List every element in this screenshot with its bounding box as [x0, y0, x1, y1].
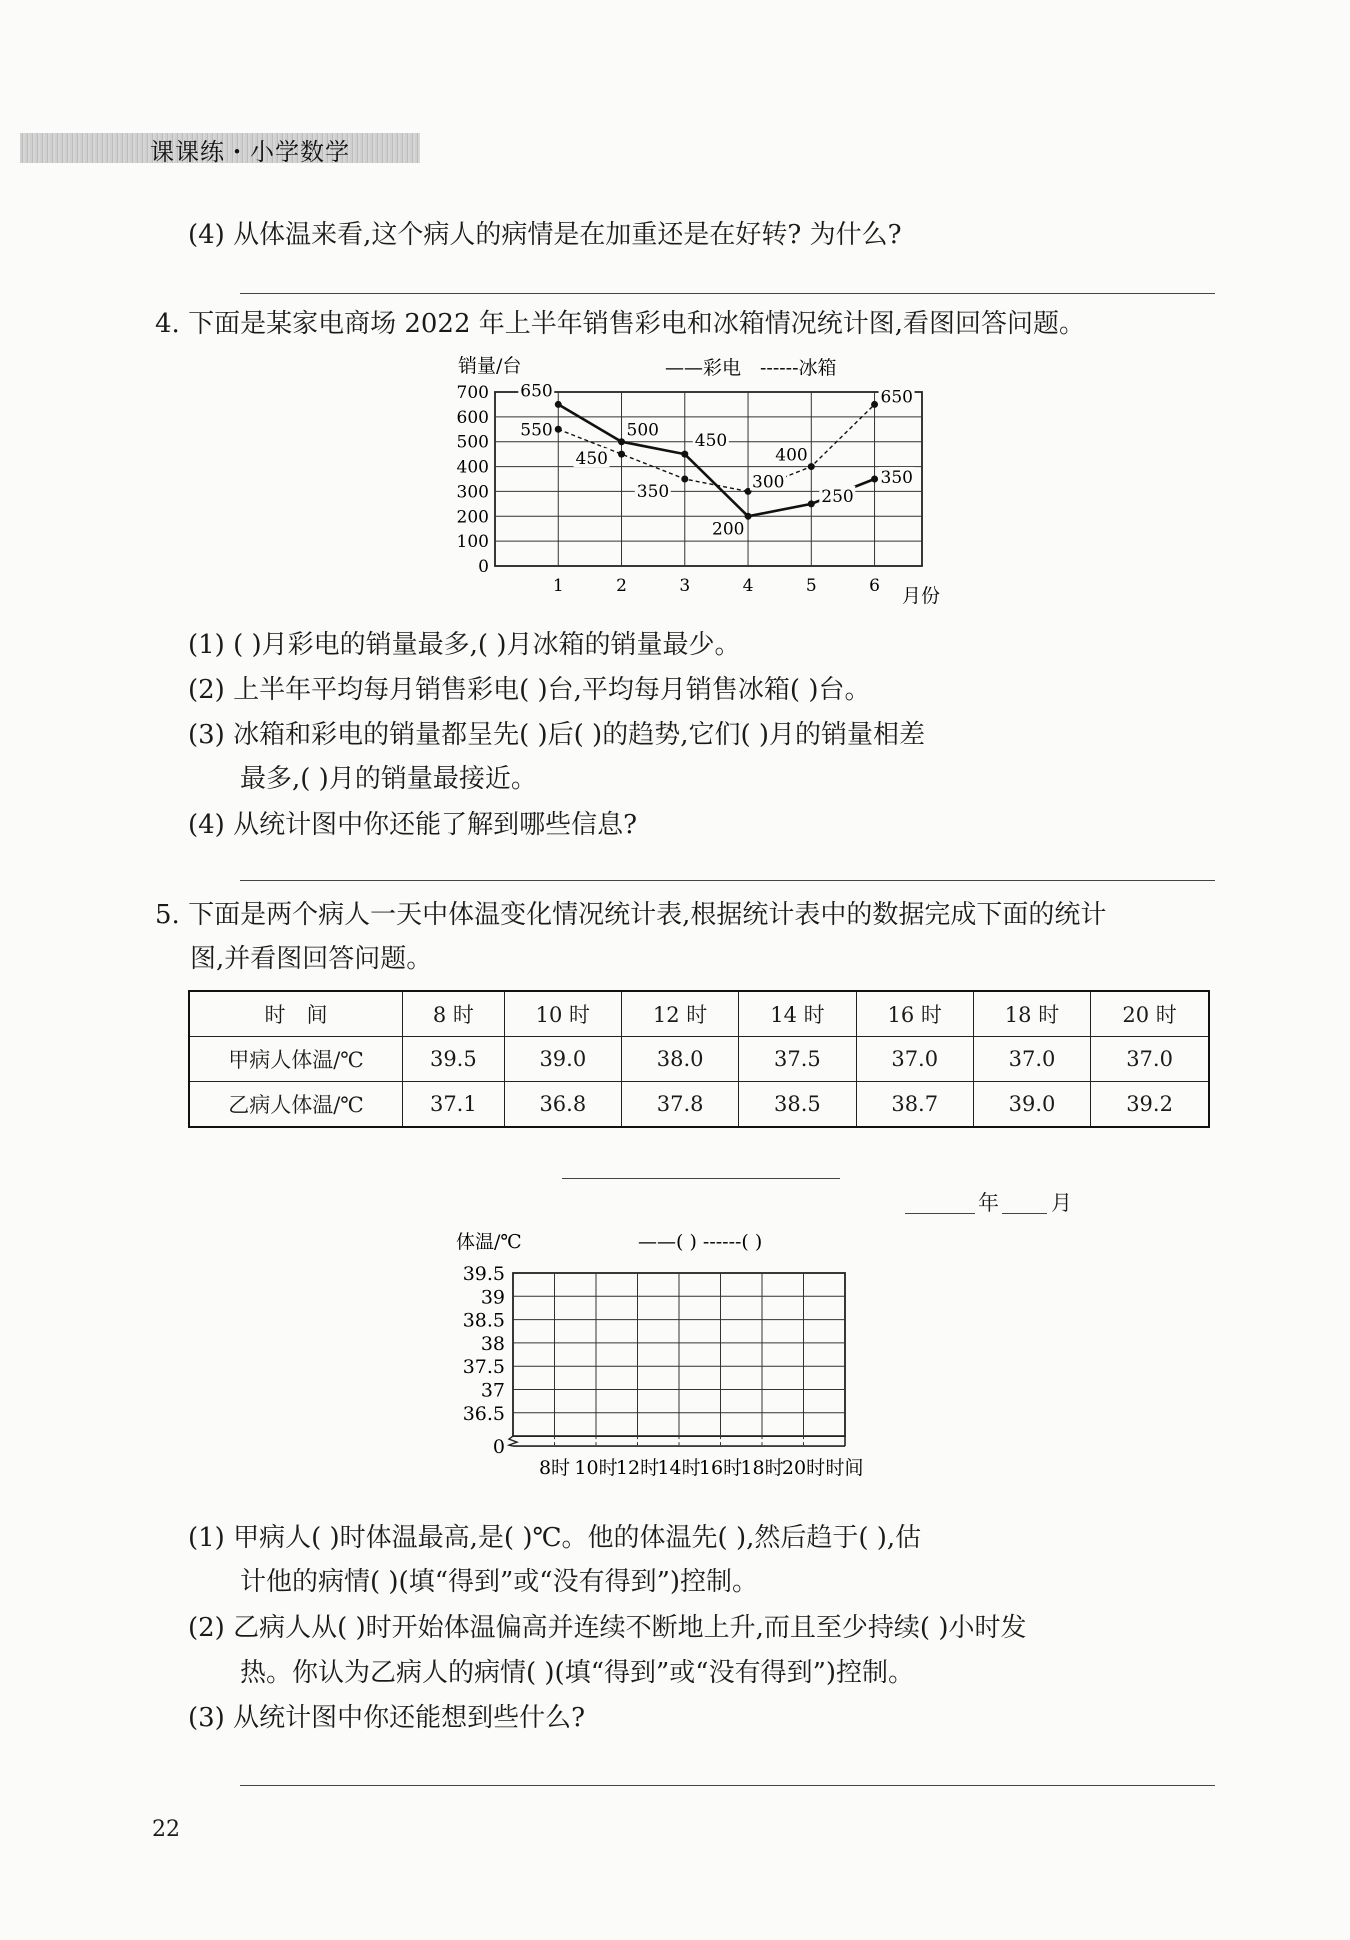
table-row [189, 1082, 1209, 1128]
y-axis-ticks [457, 383, 489, 577]
data-point [555, 426, 562, 433]
blank-chart-y-ticks [463, 1263, 505, 1458]
table-cell: 39.0 [504, 1037, 621, 1082]
sales-line-chart [440, 350, 960, 615]
blank-x-tick: 10时 [574, 1457, 618, 1480]
table-header-cell: 14 时 [739, 991, 856, 1037]
data-label: 450 [694, 431, 728, 452]
table-cell: 39.2 [1091, 1082, 1209, 1128]
blank-y-tick: 37.5 [462, 1356, 505, 1379]
question-5-sub2-line2: 热。你认为乙病人的病情( )(填“得到”或“没有得到”)控制。 [240, 1658, 915, 1688]
y-tick-label: 300 [456, 482, 489, 503]
table-header-cell: 时 间 [189, 991, 403, 1037]
y-tick-label: 500 [456, 432, 489, 453]
y-tick-label: 400 [456, 457, 489, 478]
blank-chart-y-label: 体温/℃ [456, 1231, 522, 1253]
table-row [189, 1037, 1209, 1082]
data-label: 550 [520, 420, 553, 441]
table-cell: 37.5 [739, 1037, 856, 1082]
table-header-cell: 20 时 [1091, 991, 1209, 1037]
data-label: 300 [752, 472, 785, 493]
data-point [555, 401, 562, 408]
blank-temperature-chart[interactable] [440, 1220, 980, 1510]
data-label: 500 [626, 420, 659, 441]
month-blank[interactable] [1002, 1213, 1047, 1214]
question-5-sub3: (3) 从统计图中你还能想到些什么? [188, 1703, 586, 1733]
x-tick-label: 4 [742, 576, 754, 596]
blank-chart-x-label: 时间 [825, 1457, 864, 1480]
x-tick-label: 2 [616, 576, 627, 596]
data-label: 650 [880, 387, 914, 408]
data-point [681, 476, 688, 483]
y-tick-label: 600 [456, 407, 489, 428]
question-5-sub1-line1: (1) 甲病人( )时体温最高,是( )℃。他的体温先( ),然后趋于( ),估 [188, 1523, 922, 1553]
data-labels [518, 380, 914, 539]
blank-x-tick: 20时 [781, 1457, 826, 1480]
data-point [618, 451, 625, 458]
answer-line [240, 1785, 1215, 1786]
table-cell: 38.5 [739, 1082, 856, 1128]
x-tick-label: 6 [869, 576, 880, 596]
blank-x-tick: 14时 [657, 1457, 701, 1480]
data-label: 200 [712, 519, 745, 540]
answer-line [240, 293, 1215, 294]
blank-y-tick: 38 [480, 1332, 505, 1355]
y-tick-label: 200 [456, 507, 489, 528]
blank-y-tick: 39.5 [462, 1263, 505, 1285]
data-point [618, 438, 625, 445]
header-title: 课课练・小学数学 [150, 138, 350, 166]
blank-x-tick: 16时 [698, 1457, 743, 1480]
page-number: 22 [152, 1817, 180, 1842]
table-cell: 38.0 [621, 1037, 738, 1082]
month-label: 月 [1051, 1191, 1072, 1215]
answer-line [240, 880, 1215, 881]
question-5-sub2-line1: (2) 乙病人从( )时开始体温偏高并连续不断地上升,而且至少持续( )小时发 [188, 1613, 1027, 1643]
x-axis-label: 月份 [902, 585, 941, 607]
y-axis-label: 销量/台 [458, 355, 522, 377]
table-header-row [189, 991, 1209, 1037]
legend-series1: ——彩电 [665, 357, 742, 379]
table-cell: 39.0 [973, 1082, 1090, 1128]
data-point [871, 401, 878, 408]
axis-break [509, 1436, 517, 1446]
y-tick-label: 100 [456, 532, 489, 553]
table-cell: 38.7 [856, 1082, 973, 1128]
question-4-stem: 4. 下面是某家电商场 2022 年上半年销售彩电和冰箱情况统计图,看图回答问题。 [155, 309, 1086, 339]
question-4-sub3-line2: 最多,( )月的销量最接近。 [240, 764, 537, 794]
table-header-cell: 12 时 [621, 991, 738, 1037]
question-5-sub1-line2: 计他的病情( )(填“得到”或“没有得到”)控制。 [240, 1567, 759, 1597]
data-point [808, 500, 815, 507]
question-5-stem-line2: 图,并看图回答问题。 [190, 944, 433, 974]
question-4-sub2: (2) 上半年平均每月销售彩电( )台,平均每月销售冰箱( )台。 [188, 675, 871, 705]
blank-y-tick: 37 [480, 1379, 505, 1402]
x-tick-label: 3 [679, 576, 691, 596]
blank-y-tick: 38.5 [462, 1309, 505, 1332]
table-cell: 37.8 [621, 1082, 738, 1128]
x-tick-label: 5 [805, 576, 817, 596]
table-cell: 37.1 [403, 1082, 505, 1128]
y-tick-label: 700 [456, 383, 489, 403]
data-label: 350 [636, 482, 670, 502]
prev-question-4: (4) 从体温来看,这个病人的病情是在加重还是在好转? 为什么? [188, 220, 902, 250]
blank-x-tick: 12时 [615, 1457, 660, 1480]
blank-y-tick: 0 [492, 1436, 505, 1459]
table-header-cell: 8 时 [403, 991, 505, 1037]
data-point [871, 476, 878, 483]
question-5-stem-line1: 5. 下面是两个病人一天中体温变化情况统计表,根据统计表中的数据完成下面的统计 [155, 900, 1107, 930]
table-cell: 37.0 [973, 1037, 1090, 1082]
table-header-cell: 16 时 [856, 991, 973, 1037]
blank-chart-legend: ——( ) ------( ) [638, 1231, 763, 1253]
temperature-table [188, 990, 1210, 1128]
year-label: 年 [978, 1191, 999, 1215]
table-cell: 37.0 [856, 1037, 973, 1082]
blank-chart-grid [509, 1273, 845, 1446]
data-point [808, 463, 815, 470]
data-point [681, 451, 688, 458]
table-header-cell: 10 时 [504, 991, 621, 1037]
blank-y-tick: 39 [480, 1286, 505, 1309]
table-cell: 37.0 [1091, 1037, 1209, 1082]
question-4-sub4: (4) 从统计图中你还能了解到哪些信息? [188, 810, 638, 840]
x-tick-label: 1 [552, 576, 564, 596]
blank-y-tick: 36.5 [462, 1402, 505, 1425]
legend-series2: ------冰箱 [760, 357, 837, 379]
table-cell: 乙病人体温/℃ [189, 1082, 403, 1128]
data-label: 650 [520, 381, 553, 402]
chart-title-blank[interactable] [562, 1178, 840, 1179]
x-axis-ticks [553, 576, 880, 596]
question-4-sub1: (1) ( )月彩电的销量最多,( )月冰箱的销量最少。 [188, 630, 741, 660]
y-tick-label: 0 [478, 557, 489, 577]
blank-chart-x-ticks [539, 1457, 825, 1479]
table-cell: 39.5 [403, 1037, 505, 1082]
blank-x-tick: 8时 [538, 1457, 571, 1480]
data-label: 350 [880, 468, 914, 488]
year-blank[interactable] [905, 1213, 975, 1214]
table-cell: 36.8 [504, 1082, 621, 1128]
blank-x-tick: 18时 [740, 1457, 784, 1480]
data-label: 450 [575, 449, 608, 470]
question-4-sub3-line1: (3) 冰箱和彩电的销量都呈先( )后( )的趋势,它们( )月的销量相差 [188, 720, 926, 750]
data-label: 250 [821, 486, 854, 507]
data-label: 400 [775, 445, 808, 466]
table-header-cell: 18 时 [973, 991, 1090, 1037]
table-cell: 甲病人体温/℃ [189, 1037, 403, 1082]
